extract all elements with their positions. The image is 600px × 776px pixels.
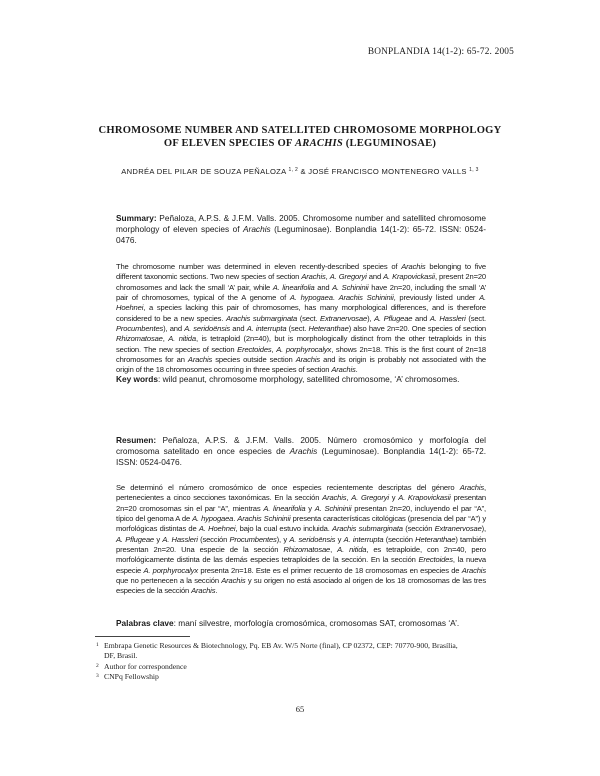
taxon-name: Arachis: [295, 355, 321, 365]
taxon-name: Erectoides: [418, 555, 453, 565]
title-genus: ARACHIS: [295, 138, 343, 149]
taxon-name: Arachis: [322, 493, 347, 503]
taxon-name: A. porphyrocalyx: [143, 565, 198, 575]
running-head: BONPLANDIA 14(1-2): 65-72. 2005: [367, 47, 514, 57]
taxon-name: Heteranthae: [415, 534, 456, 544]
page-number: 65: [295, 704, 305, 714]
taxon-name: Arachis: [243, 224, 271, 235]
taxon-name: A. porphyrocalyx: [276, 344, 332, 354]
footnote-3-mark: 3: [96, 672, 99, 679]
taxon-name: Procumbentes: [229, 534, 277, 544]
palabras-text: : maní silvestre, morfología cromosómica, cromosomas SAT, cromosomas ‘A’.: [173, 618, 460, 628]
article-title: [60, 124, 540, 150]
taxon-name: Arachis: [461, 565, 486, 575]
taxon-name: A. Hoehnei: [116, 293, 486, 313]
title-line-1: CHROMOSOME NUMBER AND SATELLITED CHROMOSOME MORPHOLOGY: [98, 125, 502, 136]
taxon-name: Arachis submarginata: [332, 524, 403, 534]
palabras-clave: [116, 618, 486, 629]
footnote-2-text: Author for correspondence: [104, 661, 187, 671]
taxon-name: Heteranthae: [308, 324, 349, 334]
keywords-text: : wild peanut, chromosome morphology, satellited chromosome, ‘A’ chromosomes.: [157, 374, 460, 384]
footnote-3: [96, 672, 516, 682]
taxon-name: Arachis: [331, 365, 356, 375]
taxon-name: A. Gregoryi: [351, 493, 389, 503]
author-1: ANDRÉA DEL PILAR DE SOUZA PEÑALOZA: [121, 167, 287, 176]
title-line-2: [60, 137, 540, 150]
taxon-name: A. Schininii: [314, 503, 352, 513]
taxon-name: Arachis: [459, 483, 485, 492]
taxon-name: A. Pflugeae: [374, 313, 413, 323]
taxon-name: Rhizomatosae: [283, 545, 331, 555]
taxon-name: A. Gregoryi: [329, 272, 367, 282]
summary-text: Peñaloza, A.P.S. & J.F.M. Valls. 2005. Chromosome number and satellited chromosome morphology of eleven species of Arachis (Leguminosae). Bonplandia 14(1-2): 65-72. ISSN: 0524-0476.: [116, 213, 486, 246]
taxon-name: A. Pflugeae: [116, 534, 154, 544]
summary-citation: [116, 213, 486, 247]
resumen-paragraph: Se determinó el número cromosómico de once especies recientemente descriptas del género Arachis, pertenecientes a cinco secciones taxonómicas. En la sección Arachis, A. Gregoryi y A. Krapovickasii presentan 2n=20 cromosomas sin el par “A”, mientras A. linearifolia y A. Schininii presentan 2n=20, incluyendo el par “A”, típico del genoma A de A. hypogaea. Arachis Schininii presenta características citológicas (presencia del par “A”) y morfológicas distintas de A. Hoehnei, bajo la cual estuvo incluida. Arachis submarginata (sección Extranervosae), A. Pflugeae y A. Hassleri (sección Procumbentes), y A. seridoënsis y A. interrupta (sección Heteranthae) también presentan 2n=20. Una especie de la sección Rhizomatosae, A. nitida, es tetraploide, con 2n=40, pero morfológicamente distinta de las demás especies tetraploides de la sección. En la sección Erectoides, la nueva especie A. porphyrocalyx presenta 2n=18. Este es el primer recuento de 18 cromosomas en especies de Arachis que no pertenecen a la sección Arachis y su origen no está asociado al origen de los 18 cromosomas de las tres especies de la sección Arachis.: [116, 483, 487, 596]
footnote-2-mark: 2: [96, 662, 99, 669]
taxon-name: Rhizomatosae: [116, 334, 163, 344]
taxon-name: Extranervosae: [320, 313, 368, 323]
keywords: [116, 374, 486, 385]
abstract-paragraph: The chromosome number was determined in eleven recently-described species of Arachis belonging to five different taxonomic sections. Two new species of section Arachis, A. Gregoryi and A. Krapovickasii, present 2n=20 chromosomes and lack the small ‘A’ pair, while A. linearifolia and A. Schininii have 2n=20, including the small ‘A’ pair of chromosomes, typical of the A genome of A. hypogaea. Arachis Schininii, previously listed under A. Hoehnei, a species lacking this pair of chromosomes, has many morphological differences, and is therefore considered to be a new species. Arachis submarginata (sect. Extranervosae), A. Pflugeae and A. Hassleri (sect. Procumbentes), and A. seridoënsis and A. interrupta (sect. Heteranthae) also have 2n=20. One species of section Rhizomatosae, A. nitida, is tetraploid (2n=40), but is morphologically distinct from the other tetraploids in this section. The new species of section Erectoides, A. porphyrocalyx, shows 2n=18. This is the first count of 2n=18 chromosomes for an Arachis species outside section Arachis and its origin is probably not associated with the origin of the 18 chromosomes occurring in three species of section Arachis.: [116, 262, 487, 375]
taxon-name: A. hypogaea: [289, 293, 333, 303]
footnote-3-text: CNPq Fellowship: [104, 671, 159, 681]
taxon-name: Arachis: [401, 262, 426, 271]
taxon-name: Arachis submarginata: [225, 313, 298, 323]
resumen-label: Resumen:: [116, 435, 157, 445]
taxon-name: Arachis: [221, 576, 246, 586]
taxon-name: A. Hassleri: [429, 313, 466, 323]
footnotes: [96, 641, 516, 682]
author-line: [60, 167, 540, 176]
taxon-name: A. seridoënsis: [184, 324, 231, 334]
footnote-1: [96, 641, 516, 662]
footnote-1-text: Embrapa Genetic Resources & Biotechnology, Pq. EB Av. W/5 Norte (final), CP 02372, CEP: 70770-900, Brasília,: [104, 641, 458, 650]
taxon-name: A. Schininii: [332, 282, 369, 292]
taxon-name: Arachis: [187, 355, 213, 365]
footnote-1-mark: 1: [96, 642, 99, 648]
taxon-name: Arachis Schininii: [338, 293, 394, 303]
taxon-name: A. Krapovickasii: [398, 493, 451, 503]
taxon-name: A. hypogaea: [192, 514, 234, 524]
footnote-2: [96, 662, 516, 672]
taxon-name: Arachis: [289, 446, 318, 457]
taxon-name: Extranervosae: [434, 524, 482, 534]
author-2-affiliation: 1, 3: [469, 167, 479, 173]
taxon-name: A. interrupta: [343, 534, 384, 544]
author-1-affiliation: 1, 2: [288, 167, 299, 173]
taxon-name: Arachis Schininii: [237, 514, 291, 524]
taxon-name: Arachis: [301, 272, 326, 282]
taxon-name: A. Krapovickasii: [383, 272, 435, 282]
footnote-1-continuation: DF, Brasil.: [104, 651, 138, 661]
keywords-label: Key words: [116, 374, 158, 384]
taxon-name: A. interrupta: [246, 324, 287, 334]
taxon-name: A. Hassleri: [162, 534, 198, 544]
taxon-name: A. nitida: [168, 334, 196, 344]
title-line-2-pre: OF ELEVEN SPECIES OF: [163, 138, 296, 149]
taxon-name: A. linearifolia: [272, 282, 315, 292]
resumen-text: Peñaloza, A.P.S. & J.F.M. Valls. 2005. Número cromosómico y morfología del cromosoma satelitado en once especies de Arachis (Leguminosae). Bonplandia 14(1-2): 65-72. ISSN: 0524-0476.: [116, 435, 487, 468]
taxon-name: A. seridoënsis: [289, 534, 336, 544]
taxon-name: A. linearifolia: [263, 503, 306, 513]
taxon-name: A. Hoehnei: [198, 524, 236, 534]
taxon-name: Procumbentes: [116, 324, 164, 334]
resumen-citation: [116, 435, 486, 469]
summary-label: Summary:: [116, 213, 157, 223]
footnote-divider: [95, 636, 190, 637]
title-line-2-post: (LEGUMINOSAE): [342, 138, 437, 149]
author-2: JOSÉ FRANCISCO MONTENEGRO VALLS: [308, 167, 467, 176]
taxon-name: Erectoides: [237, 344, 272, 354]
author-separator: &: [298, 167, 309, 176]
taxon-name: Arachis: [191, 586, 216, 596]
taxon-name: A. nitida: [337, 545, 367, 555]
palabras-label: Palabras clave: [116, 618, 174, 628]
